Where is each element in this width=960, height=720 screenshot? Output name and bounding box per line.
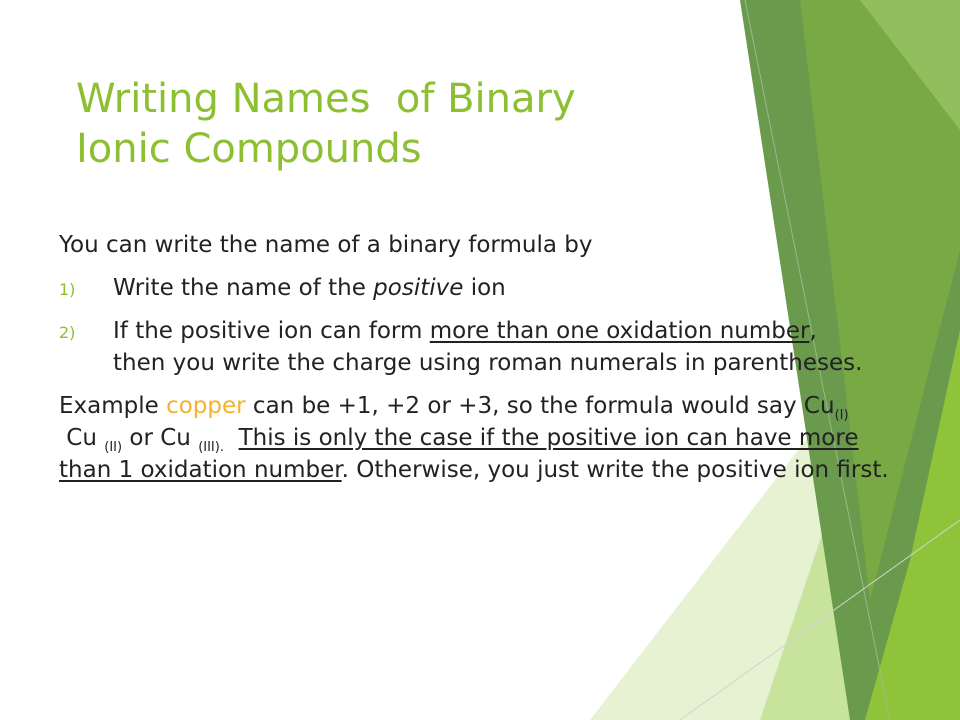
example-end: . Otherwise, you just write the positive ion first. [341, 457, 889, 483]
example-subscript-2: (II) [104, 440, 123, 455]
example-middle: can be +1, +2 or +3, so the formula would say Cu [245, 393, 835, 419]
step-number-2: 2) [59, 323, 76, 342]
title-line-2: Ionic Compounds [76, 126, 422, 172]
slide-title [76, 74, 716, 174]
step-2-text-after: , then you write the charge using roman numerals in parentheses. [113, 318, 863, 376]
step-item-1 [59, 272, 873, 304]
title-line-1: Writing Names of Binary [76, 76, 576, 122]
slide-body [59, 229, 919, 486]
step-1-emphasis: positive [373, 275, 464, 301]
example-or: or Cu [122, 425, 199, 451]
example-lead: Example [59, 393, 167, 419]
example-element-copper: copper [166, 393, 246, 419]
example-cu-2: Cu [59, 425, 105, 451]
step-2-underlined: more than one oxidation number [429, 318, 810, 344]
example-spacer [224, 425, 239, 451]
example-paragraph [59, 390, 904, 486]
step-1-text-before: Write the name of the [113, 275, 374, 301]
step-2-text-before: If the positive ion can form [113, 318, 430, 344]
step-item-2 [59, 315, 873, 379]
steps-list [59, 272, 919, 379]
intro-text: You can write the name of a binary formula by [59, 232, 593, 258]
example-underlined: This is only the case if the positive ion can have more than 1 oxidation number [59, 425, 859, 483]
step-number-1: 1) [59, 280, 76, 299]
example-subscript-1: (I) [834, 408, 849, 423]
example-subscript-3: (III). [198, 440, 224, 455]
step-1-text-after: ion [463, 275, 506, 301]
